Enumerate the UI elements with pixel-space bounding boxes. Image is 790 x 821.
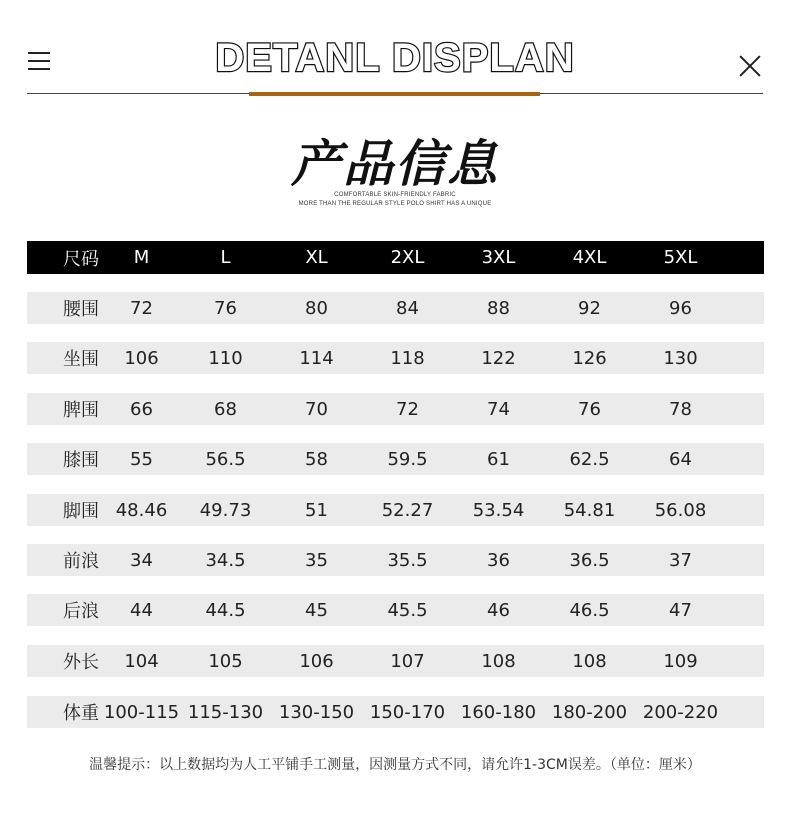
table-cell: 54.81 — [563, 499, 616, 521]
table-cell: 51 — [305, 499, 328, 521]
table-cell: 109 — [663, 650, 698, 672]
row-label: 脾围 — [63, 400, 99, 421]
header-cell: 2XL — [390, 247, 425, 268]
table-row — [27, 696, 764, 728]
table-cell: 35 — [305, 549, 328, 571]
table-cell: 100-115 — [103, 701, 180, 723]
row-label: 坐围 — [63, 349, 99, 370]
table-cell: 56.5 — [205, 448, 246, 470]
table-cell: 34 — [130, 549, 153, 571]
table-row — [27, 494, 764, 526]
table-cell: 49.73 — [199, 499, 252, 521]
table-cell: 130-150 — [278, 701, 355, 723]
close-icon[interactable] — [738, 54, 762, 78]
row-label: 体重 — [63, 703, 99, 724]
product-subtitle-line1: COMFORTABLE SKIN-FRIENDLY FABRIC — [334, 192, 456, 198]
table-cell: 55 — [130, 448, 153, 470]
table-cell: 66 — [130, 398, 153, 420]
table-cell: 78 — [669, 398, 692, 420]
table-cell: 52.27 — [381, 499, 434, 521]
table-cell: 36 — [487, 549, 510, 571]
table-cell: 58 — [305, 448, 328, 470]
table-cell: 53.54 — [472, 499, 525, 521]
row-label: 外长 — [63, 652, 99, 673]
table-cell: 108 — [481, 650, 516, 672]
table-cell: 47 — [669, 599, 692, 621]
table-cell: 61 — [487, 448, 510, 470]
table-cell: 68 — [214, 398, 237, 420]
header-accent-bar — [249, 92, 540, 96]
table-cell: 122 — [481, 347, 516, 369]
table-cell: 72 — [396, 398, 419, 420]
table-cell: 92 — [578, 297, 601, 319]
table-cell: 59.5 — [387, 448, 428, 470]
table-cell: 62.5 — [569, 448, 610, 470]
table-cell: 118 — [390, 347, 425, 369]
table-cell: 126 — [572, 347, 607, 369]
table-cell: 114 — [299, 347, 334, 369]
table-cell: 200-220 — [642, 701, 719, 723]
table-row — [27, 544, 764, 576]
table-cell: 88 — [487, 297, 510, 319]
table-cell: 115-130 — [187, 701, 264, 723]
header-cell: 5XL — [663, 247, 698, 268]
table-header-row — [27, 241, 764, 274]
table-cell: 130 — [663, 347, 698, 369]
table-cell: 48.46 — [115, 499, 168, 521]
table-row — [27, 292, 764, 324]
header-cell: 4XL — [572, 247, 607, 268]
table-cell: 44.5 — [205, 599, 246, 621]
row-label: 后浪 — [63, 601, 99, 622]
table-cell: 80 — [305, 297, 328, 319]
table-cell: 44 — [130, 599, 153, 621]
table-cell: 76 — [214, 297, 237, 319]
header-cell: XL — [305, 247, 328, 268]
measurement-note: 温馨提示：以上数据均为人工平铺手工测量，因测量方式不同，请允许1-3CM误差。（单位：厘米） — [89, 757, 701, 773]
table-cell: 64 — [669, 448, 692, 470]
table-cell: 160-180 — [460, 701, 537, 723]
table-cell: 110 — [208, 347, 243, 369]
header-cell-size: 尺码 — [63, 248, 99, 270]
header-cell: M — [133, 247, 150, 268]
table-cell: 45 — [305, 599, 328, 621]
row-label: 前浪 — [63, 551, 99, 572]
table-cell: 46.5 — [569, 599, 610, 621]
product-subtitle-line2: MORE THAN THE REGULAR STYLE POLO SHIRT HAS A UNIQUE — [298, 201, 492, 207]
table-cell: 72 — [130, 297, 153, 319]
table-cell: 37 — [669, 549, 692, 571]
table-cell: 36.5 — [569, 549, 610, 571]
table-cell: 108 — [572, 650, 607, 672]
table-cell: 150-170 — [369, 701, 446, 723]
table-cell: 105 — [208, 650, 243, 672]
table-cell: 180-200 — [551, 701, 628, 723]
table-cell: 74 — [487, 398, 510, 420]
table-cell: 35.5 — [387, 549, 428, 571]
product-info-title: 产品信息 — [291, 135, 499, 193]
table-cell: 104 — [124, 650, 159, 672]
table-cell: 34.5 — [205, 549, 246, 571]
table-cell: 70 — [305, 398, 328, 420]
table-row — [27, 393, 764, 425]
table-row — [27, 594, 764, 626]
table-cell: 106 — [124, 347, 159, 369]
table-cell: 45.5 — [387, 599, 428, 621]
header-cell: 3XL — [481, 247, 516, 268]
table-cell: 56.08 — [654, 499, 707, 521]
table-cell: 84 — [396, 297, 419, 319]
row-label: 膝围 — [63, 450, 99, 471]
row-label: 腰围 — [63, 299, 99, 320]
table-row — [27, 443, 764, 475]
table-row — [27, 645, 764, 677]
table-cell: 96 — [669, 297, 692, 319]
header-title: DETANL DISPLAN — [215, 36, 575, 80]
table-cell: 46 — [487, 599, 510, 621]
row-label: 脚围 — [63, 501, 99, 522]
table-cell: 107 — [390, 650, 425, 672]
table-row — [27, 342, 764, 374]
table-cell: 106 — [299, 650, 334, 672]
table-cell: 76 — [578, 398, 601, 420]
header-cell: L — [220, 247, 231, 268]
